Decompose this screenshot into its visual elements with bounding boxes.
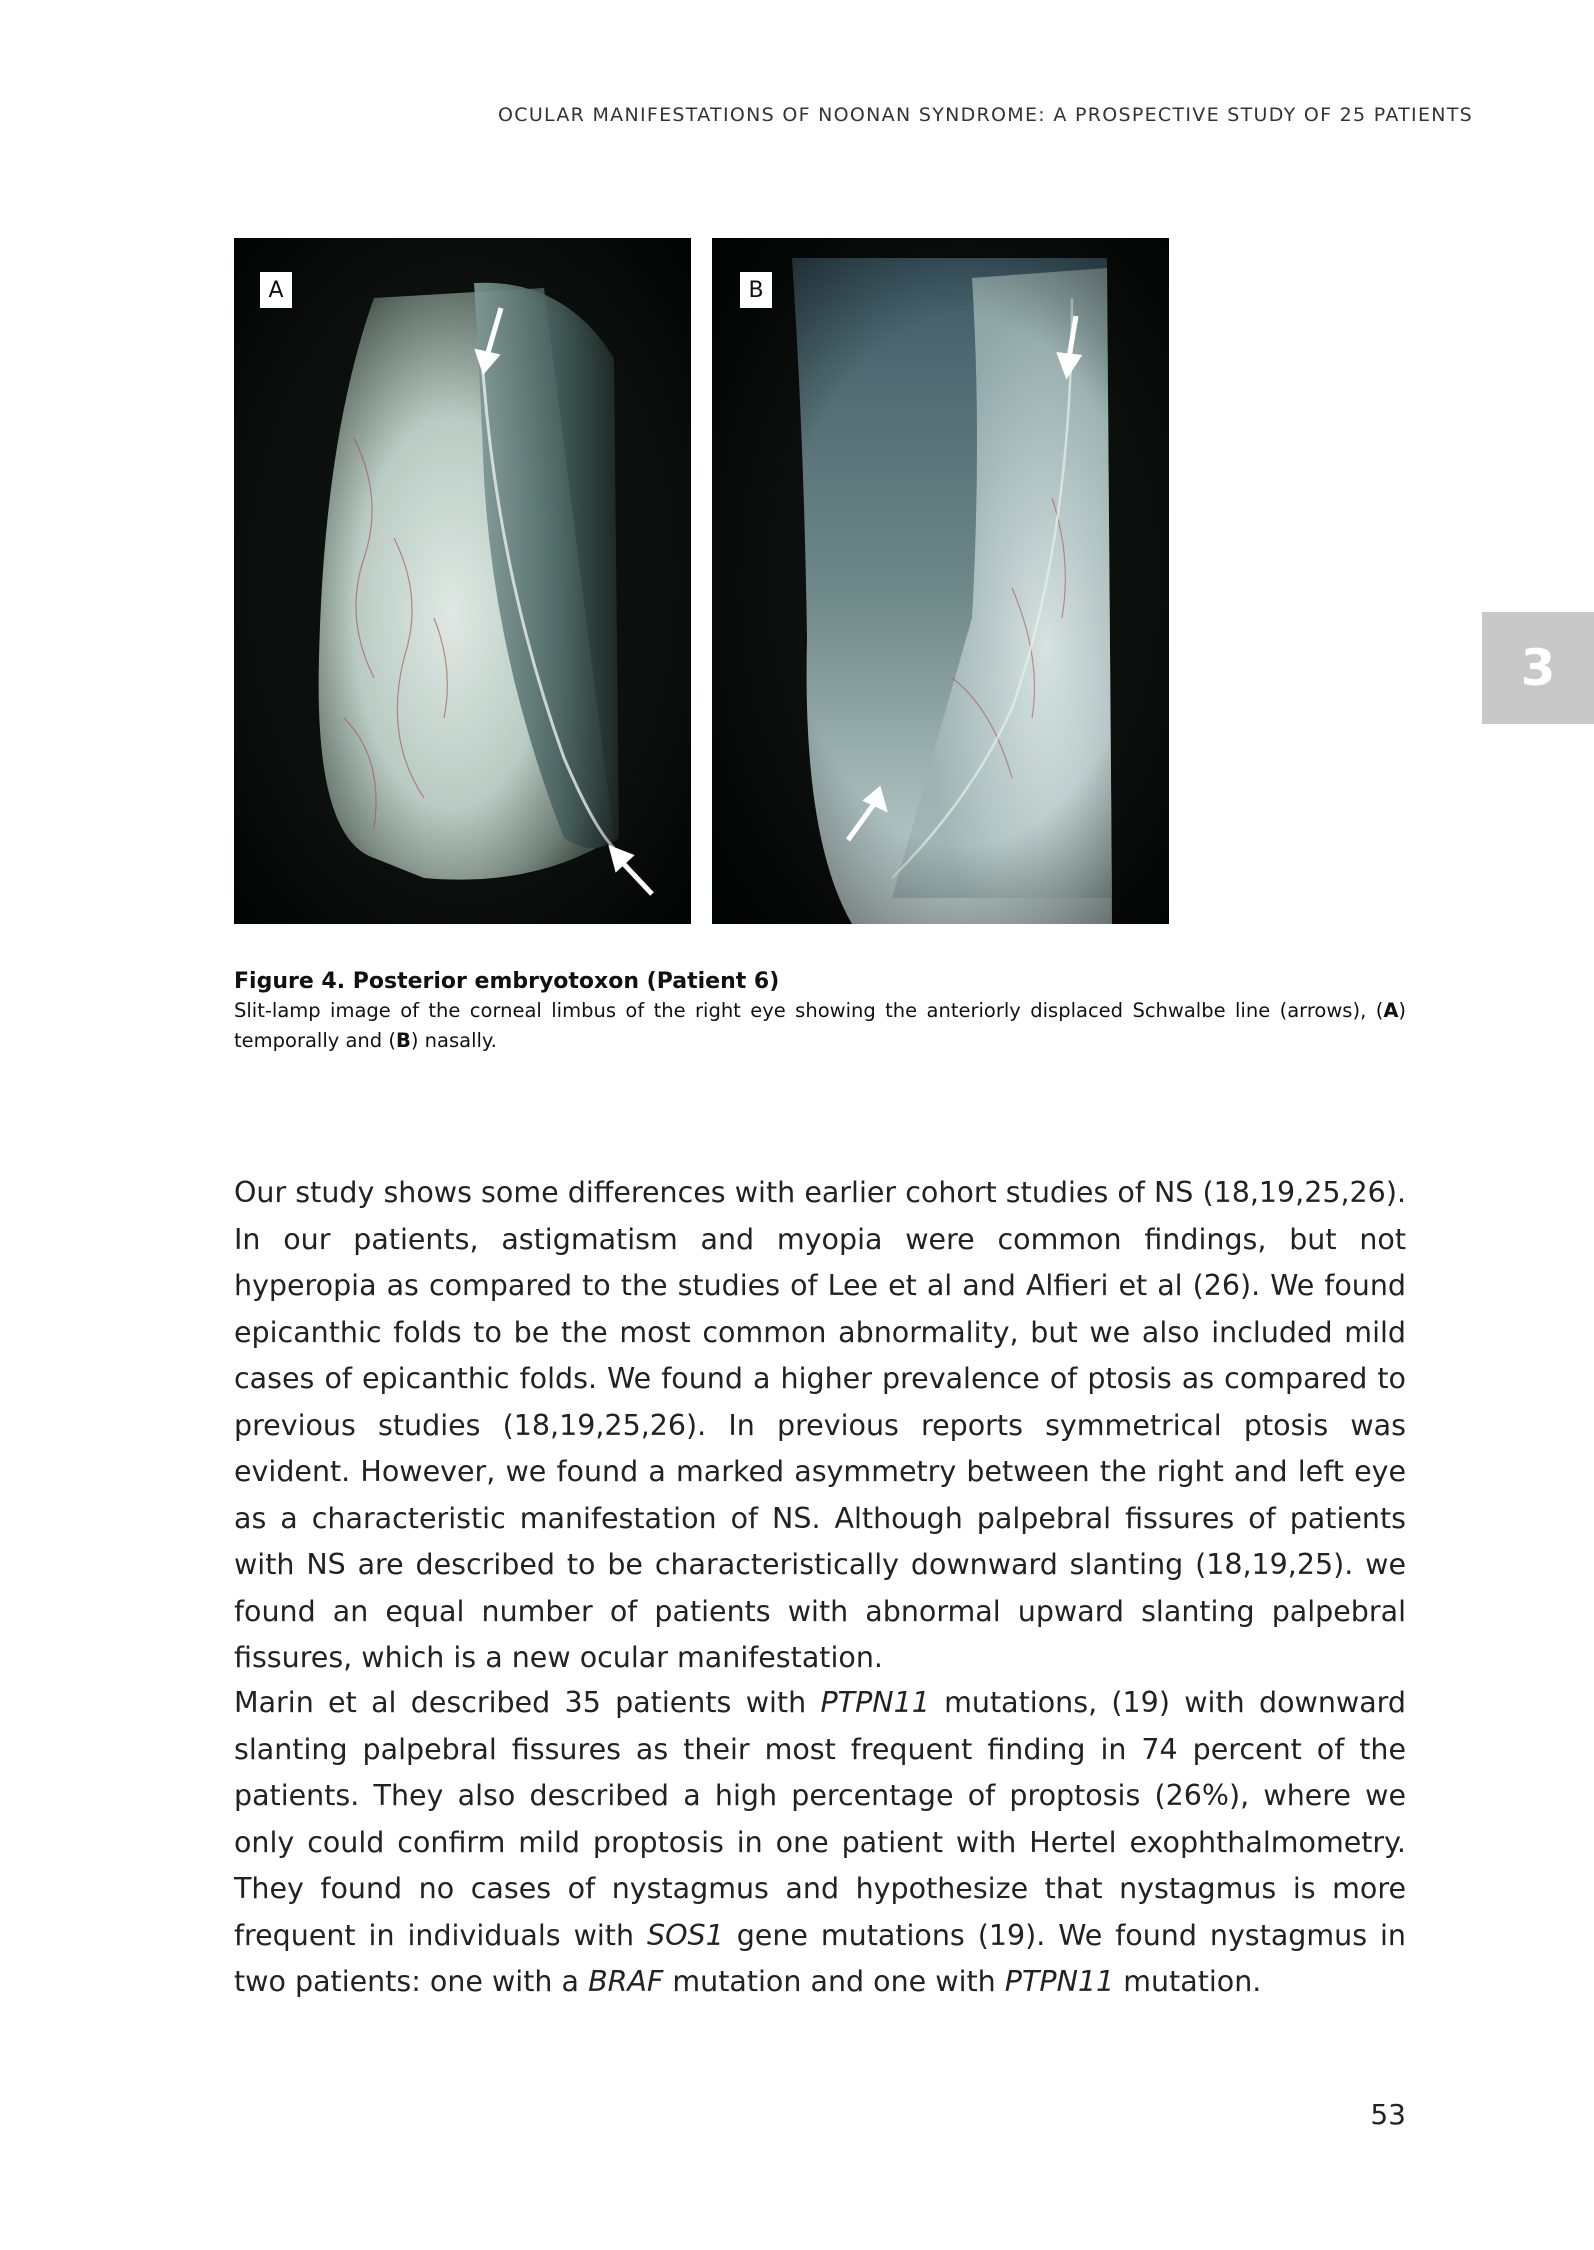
slit-lamp-photo-b — [712, 238, 1169, 924]
p2-text-4: mutation and one with — [663, 1965, 1005, 1998]
p2-text-2: mutations, (19) with downward slanting palpebral fissures as their most frequent finding in 74 percent of the patients. They also described a high percentage of proptosis (26%), where we only could confirm mild proptosis in one patient with Hertel exophthalmometry. They found no cases of nystagmus and hypothesize that nystagmus is more frequent in individuals with — [234, 1686, 1406, 1952]
figure-caption-title: Figure 4. Posterior embryotoxon (Patient 6) — [234, 969, 780, 994]
figure-panel-a-photo — [234, 238, 691, 924]
body-paragraph-1: Our study shows some differences with earlier cohort studies of NS (18,19,25,26). In our patients, astigmatism and myopia were common findings, but not hyperopia as compared to the studies of Lee et al and Alfieri et al (26). We found epicanthic folds to be the most common abnormality, but we also included mild cases of epicanthic folds. We found a higher prevalence of ptosis as compared to previous studies (18,19,25,26). In previous reports symmetrical ptosis was evident. However, we found a marked asymmetry between the right and left eye as a characteristic manifestation of NS. Although palpebral fissures of patients with NS are described to be characteristically downward slanting (18,19,25). we found an equal number of patients with abnormal upward slanting palpebral fissures, which is a new ocular manifestation. — [234, 1176, 1406, 1674]
figure-panel-b-photo — [712, 238, 1169, 924]
p2-text-1: Marin et al described 35 patients with — [234, 1686, 821, 1719]
chapter-tab: 3 — [1482, 612, 1594, 724]
p2-text-3: gene mutations (19). We found nystagmus in two patients: one with a — [234, 1918, 1406, 1998]
caption-text-3: ) nasally. — [410, 1029, 497, 1052]
p2-gene-ptpn11: PTPN11 — [820, 1686, 930, 1719]
p2-gene-ptpn11-2: PTPN11 — [1004, 1965, 1115, 1998]
p2-text-5: mutation. — [1114, 1965, 1262, 1998]
caption-text-1: Slit-lamp image of the corneal limbus of the right eye showing the anteriorly displaced Schwalbe line (arrows), — [234, 999, 1367, 1022]
running-header: OCULAR MANIFESTATIONS OF NOONAN SYNDROME: A PROSPECTIVE STUDY OF 25 PATIENTS — [498, 104, 1474, 126]
figure-caption — [234, 968, 1406, 1056]
caption-bold-b: B — [395, 1029, 411, 1052]
slit-lamp-photo-a — [234, 238, 691, 924]
caption-bold-a: A — [1383, 999, 1399, 1022]
caption-text-2: ) temporally and ( — [234, 999, 1407, 1052]
figure-caption-text — [234, 996, 1406, 1056]
p2-gene-sos1: SOS1 — [647, 1918, 724, 1952]
p2-gene-braf: BRAF — [588, 1965, 664, 1998]
page-number: 53 — [1370, 2098, 1406, 2131]
panel-label-a: A — [260, 272, 292, 308]
panel-label-b: B — [740, 272, 772, 308]
caption-paren: ( — [1375, 999, 1384, 1022]
body-paragraph-2 — [234, 1680, 1406, 2006]
